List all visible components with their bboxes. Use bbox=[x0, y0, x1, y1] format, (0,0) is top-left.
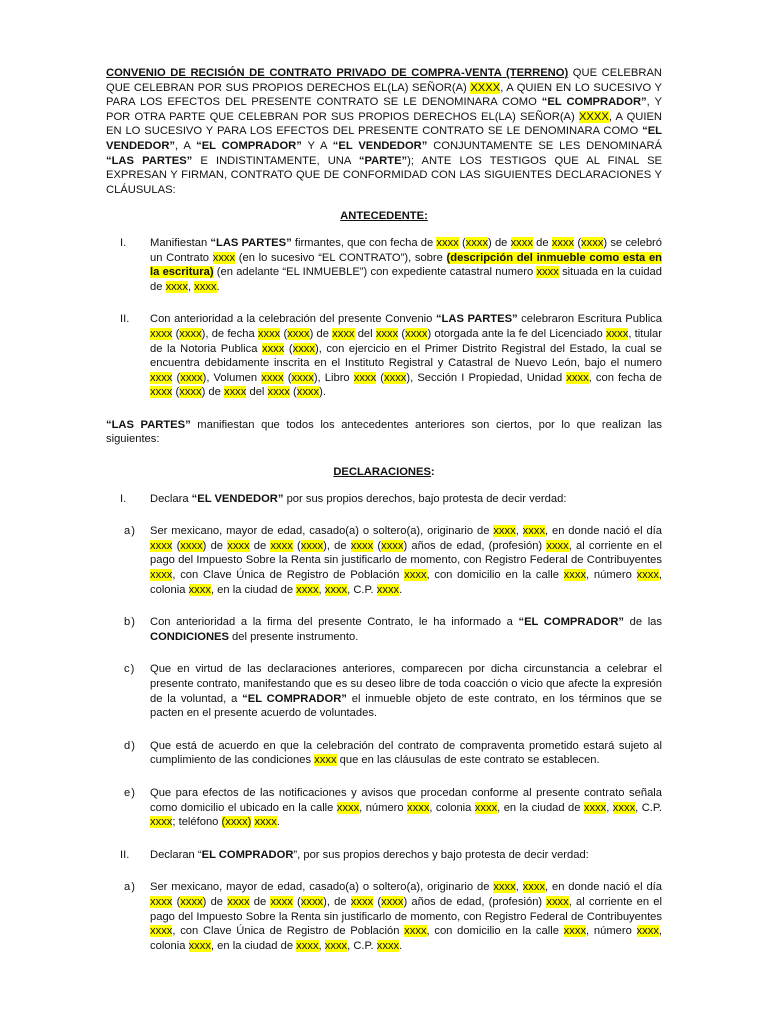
intro-text: QUE CELEBRAN QUE CELEBRAN POR SUS PROPIOS DERECHOS EL(LA) SEÑOR(A) bbox=[106, 67, 662, 94]
item-letter: e) bbox=[124, 786, 136, 799]
item-letter: a) bbox=[124, 881, 136, 894]
placeholder-highlight: xxxx bbox=[165, 280, 188, 293]
antecedente-item-2 bbox=[106, 312, 662, 400]
item-number: I. bbox=[120, 492, 127, 505]
text-run: Manifiestan bbox=[150, 236, 211, 249]
text-run: ) de bbox=[201, 386, 224, 399]
text-run: , en la ciudad de bbox=[210, 583, 297, 596]
placeholder-highlight: xxxx bbox=[180, 371, 203, 384]
placeholder-highlight: xxxx bbox=[563, 569, 587, 582]
text-run: ( bbox=[172, 386, 180, 399]
text-run: de bbox=[249, 539, 271, 552]
intro-text: CONJUNTAMENTE SE LES DENOMINARÁ bbox=[427, 139, 662, 152]
text-run: . bbox=[216, 280, 220, 293]
text-run: ( bbox=[280, 327, 288, 340]
placeholder-highlight: xxxx bbox=[324, 939, 348, 952]
text-run: , con fecha de bbox=[588, 371, 662, 384]
text-run: , C.P. bbox=[347, 583, 377, 596]
text-run: de bbox=[532, 236, 552, 249]
item-number: II. bbox=[120, 848, 130, 861]
item-number: II. bbox=[120, 313, 130, 326]
text-run: , número bbox=[359, 801, 408, 814]
placeholder-highlight: xxxx bbox=[188, 583, 211, 596]
placeholder-highlight: xxxx bbox=[324, 583, 348, 596]
placeholder-highlight: xxxx bbox=[546, 539, 569, 552]
placeholder-highlight: xxxx bbox=[261, 371, 284, 384]
text-run: , bbox=[318, 939, 325, 952]
text-run: ) de bbox=[488, 236, 511, 249]
placeholder-highlight: xxxx bbox=[465, 236, 489, 249]
declaracion-1-a bbox=[106, 524, 662, 597]
text-run: ) de bbox=[309, 327, 333, 340]
declaracion-1-e bbox=[106, 786, 662, 830]
placeholder-highlight: xxxx bbox=[493, 525, 516, 538]
text-run: , colonia bbox=[150, 569, 663, 596]
text-run: ( bbox=[284, 342, 293, 355]
placeholder-highlight: xxxx bbox=[605, 327, 629, 340]
declaracion-item-2 bbox=[106, 848, 662, 863]
text-run: , con domicilio en la calle bbox=[426, 569, 564, 582]
placeholder-highlight: xxxx bbox=[404, 925, 427, 938]
item-letter: d) bbox=[124, 739, 136, 752]
placeholder-highlight: xxxx bbox=[227, 539, 250, 552]
text-run: . bbox=[399, 939, 403, 952]
text-run: ), de bbox=[323, 895, 351, 908]
text-run: , al corriente en el pago del Impuesto Sobre la Renta sin justificarlo de momento, con Registro Federal de Contribuyentes bbox=[150, 895, 662, 923]
text-run: ( bbox=[574, 236, 582, 249]
declaracion-item-1 bbox=[106, 492, 662, 507]
placeholder-highlight: xxxx bbox=[404, 569, 427, 582]
placeholder-highlight: xxxx bbox=[292, 342, 315, 355]
placeholder-highlight: xxxx bbox=[563, 925, 587, 938]
text-run: ( bbox=[283, 371, 292, 384]
text-run: firmantes, que con fecha de bbox=[291, 236, 437, 249]
text-run: . bbox=[399, 583, 403, 596]
text-run: ”, por sus propios derechos y bajo protesta de decir verdad: bbox=[293, 848, 589, 861]
placeholder-highlight: xxxx bbox=[332, 327, 355, 340]
placeholder-highlight: xxxx bbox=[267, 386, 290, 399]
paragraph-spacer bbox=[106, 644, 662, 662]
text-run: , en donde nació el día bbox=[545, 525, 662, 538]
item-letter: b) bbox=[124, 616, 136, 629]
intro-text: Y A bbox=[301, 139, 333, 152]
placeholder-highlight: xxxx bbox=[296, 583, 319, 596]
antecedente-heading: ANTECEDENTE: bbox=[340, 210, 428, 223]
text-run: ( bbox=[458, 236, 466, 249]
text-run: , bbox=[515, 525, 523, 538]
placeholder-highlight: xxxx bbox=[536, 266, 559, 279]
placeholder-highlight: xxxx bbox=[522, 881, 546, 894]
text-run: celebraron Escritura Publica bbox=[517, 313, 662, 326]
item-letter: a) bbox=[124, 525, 136, 538]
text-run: ( bbox=[292, 895, 301, 908]
text-run: ( bbox=[172, 895, 181, 908]
text-run: “EL COMPRADOR” bbox=[242, 692, 347, 705]
placeholder-highlight: xxxx bbox=[407, 801, 430, 814]
placeholder-highlight: xxxx bbox=[270, 895, 293, 908]
placeholder-highlight: xxxx bbox=[551, 236, 575, 249]
placeholder-highlight: xxxx bbox=[194, 280, 217, 293]
text-run: , titular de la Notoria Publica bbox=[150, 327, 662, 355]
text-run: ). bbox=[319, 386, 326, 399]
placeholder-highlight: xxxx bbox=[296, 386, 320, 399]
placeholder-highlight: xxxx bbox=[375, 327, 399, 340]
item-text bbox=[150, 880, 662, 953]
text-run: situada en la cuidad de bbox=[150, 266, 662, 293]
text-run: “LAS PARTES” bbox=[435, 313, 518, 326]
text-run: del bbox=[354, 327, 376, 340]
text-run: , colonia bbox=[150, 925, 663, 952]
item-text bbox=[150, 524, 662, 597]
placeholder-highlight: xxxx bbox=[381, 539, 404, 552]
text-run: ( bbox=[373, 539, 382, 552]
placeholder-highlight: xxxx bbox=[436, 236, 459, 249]
paragraph-spacer bbox=[106, 830, 662, 848]
text-run: ), Sección I Propiedad, Unidad bbox=[406, 371, 567, 384]
paragraph-spacer bbox=[106, 294, 662, 312]
text-run: , colonia bbox=[429, 801, 475, 814]
paragraph-spacer bbox=[106, 721, 662, 739]
placeholder-highlight: xxxx bbox=[150, 371, 173, 384]
placeholder-highlight: xxxx bbox=[350, 539, 374, 552]
placeholder-highlight: xxxx bbox=[179, 386, 202, 399]
text-run: ) se celebró un Contrato bbox=[150, 236, 663, 264]
text-run: ), con ejercicio en el Primer Distrito Registral del Estado, la cual se encuentra debidamente inscrita en el Instituto Registral y Catastral de Nuevo León, bajo el numero bbox=[150, 342, 662, 370]
placeholder-highlight: xxxx bbox=[350, 895, 374, 908]
text-run: , bbox=[187, 280, 195, 293]
text-run: , bbox=[515, 881, 523, 894]
text-run: del presente instrumento. bbox=[228, 630, 359, 643]
placeholder-highlight: xxxx bbox=[636, 925, 659, 938]
item-text bbox=[150, 848, 662, 863]
placeholder-highlight: xxxx bbox=[510, 236, 533, 249]
party-comprador: “EL COMPRADOR” bbox=[196, 139, 302, 152]
placeholder-highlight: xxxx bbox=[566, 371, 589, 384]
declaracion-2-a bbox=[106, 880, 662, 953]
antecedente-item-1 bbox=[106, 236, 662, 294]
text-run: Que en virtud de las declaraciones anteriores, comparecen por dicha circunstancia a celebrar el presente contrato, manifestando que es su deseo libre de toda coacción o vicio que afecte la expresión de la voluntad, a bbox=[150, 663, 662, 705]
text-run: ) años de edad, (profesión) bbox=[403, 539, 547, 552]
item-text bbox=[150, 786, 662, 830]
text-run: “EL VENDEDOR” bbox=[191, 492, 284, 505]
text-run: , en la ciudad de bbox=[497, 801, 584, 814]
text-run: del bbox=[246, 386, 268, 399]
inmueble-description-highlight: (descripción del inmueble como esta en la escritura) bbox=[150, 251, 662, 279]
text-run: ), Libro bbox=[313, 371, 354, 384]
placeholder-highlight: xxxx bbox=[291, 371, 314, 384]
text-run: Declaran “ bbox=[150, 848, 202, 861]
placeholder-highlight: xxxx bbox=[150, 569, 173, 582]
party-vendedor: “EL VENDEDOR” bbox=[106, 125, 662, 152]
partes-manifiestan-paragraph bbox=[106, 418, 662, 447]
placeholder-highlight: xxxx bbox=[223, 386, 247, 399]
party-comprador: “EL COMPRADOR” bbox=[541, 96, 647, 109]
paragraph-spacer bbox=[106, 597, 662, 615]
paragraph-spacer bbox=[106, 224, 662, 236]
text-run: ( bbox=[172, 371, 181, 384]
text-run: ( bbox=[398, 327, 406, 340]
text-run: de las bbox=[624, 616, 662, 629]
placeholder-highlight: xxxx bbox=[254, 816, 277, 829]
item-text bbox=[150, 662, 662, 720]
placeholder-highlight: xxxx bbox=[257, 327, 281, 340]
intro-text: , Y POR OTRA PARTE QUE CELEBRAN POR SUS PROPIOS DERECHOS EL(LA) SEÑOR(A) bbox=[106, 96, 662, 123]
text-run: , con Clave Única de Registro de Población bbox=[172, 925, 405, 938]
text-run: ) otorgada ante la fe del Licenciado bbox=[427, 327, 606, 340]
text-run: , bbox=[606, 801, 613, 814]
declaracion-1-c bbox=[106, 662, 662, 720]
text-run: (en lo sucesivo “EL CONTRATO”), sobre bbox=[235, 251, 447, 264]
text-run: . bbox=[276, 816, 280, 829]
item-text bbox=[150, 312, 662, 400]
placeholder-highlight: xxxx bbox=[150, 386, 173, 399]
placeholder-highlight: xxxx bbox=[353, 371, 377, 384]
text-run: Que para efectos de las notificaciones y avisos que procedan conforme al presente contrato señala como domicilio el ubicado en la calle bbox=[150, 786, 662, 814]
text-run: EL COMPRADOR bbox=[201, 848, 294, 861]
placeholder-highlight: xxxx bbox=[179, 327, 202, 340]
text-run: ( bbox=[292, 539, 301, 552]
placeholder-highlight: xxxx bbox=[300, 895, 324, 908]
text-run: Ser mexicano, mayor de edad, casado(a) o soltero(a), originario de bbox=[150, 881, 494, 894]
text-run: ) de bbox=[202, 539, 228, 552]
placeholder-highlight: xxxx bbox=[188, 939, 211, 952]
item-letter: c) bbox=[124, 663, 136, 676]
placeholder-highlight: xxxx bbox=[212, 251, 236, 264]
placeholder-highlight: xxxx bbox=[227, 895, 250, 908]
text-run: ( bbox=[289, 386, 297, 399]
text-run: , C.P. bbox=[347, 939, 377, 952]
paragraph-spacer bbox=[106, 197, 662, 209]
placeholder-highlight: xxxx bbox=[300, 539, 324, 552]
placeholder-highlight: xxxx bbox=[384, 371, 407, 384]
placeholder-highlight: xxxx bbox=[150, 816, 173, 829]
text-run: Declara bbox=[150, 492, 192, 505]
text-run: (en adelante “EL INMUEBLE”) con expediente catastral numero bbox=[213, 266, 537, 279]
text-run: ) de bbox=[202, 895, 228, 908]
placeholder-highlight: XXXX bbox=[578, 110, 609, 123]
text-run: , al corriente en el pago del Impuesto Sobre la Renta sin justificarlo de momento, con Registro Federal de Contribuyentes bbox=[150, 539, 662, 567]
paragraph-spacer bbox=[106, 768, 662, 786]
text-run: de bbox=[249, 895, 271, 908]
party-parte: “PARTE” bbox=[358, 154, 408, 167]
item-text bbox=[150, 739, 662, 768]
placeholder-highlight: xxxx bbox=[287, 327, 310, 340]
text-run: , en la ciudad de bbox=[210, 939, 297, 952]
text-run: Ser mexicano, mayor de edad, casado(a) o soltero(a), originario de bbox=[150, 525, 494, 538]
paragraph-spacer bbox=[106, 862, 662, 880]
placeholder-highlight: (xxxx) bbox=[221, 816, 252, 829]
item-text bbox=[150, 492, 662, 507]
text-run: , número bbox=[586, 569, 637, 582]
placeholder-highlight: xxxx bbox=[336, 801, 360, 814]
text-run: “LAS PARTES” bbox=[106, 418, 191, 431]
placeholder-highlight: xxxx bbox=[150, 895, 173, 908]
text-run: CONDICIONES bbox=[150, 630, 229, 643]
paragraph-spacer bbox=[106, 480, 662, 492]
item-number: I. bbox=[120, 236, 127, 249]
text-run: Con anterioridad a la celebración del presente Convenio bbox=[150, 313, 436, 326]
placeholder-highlight: xxxx bbox=[546, 895, 569, 908]
text-run: , número bbox=[586, 925, 637, 938]
text-run: ( bbox=[373, 895, 382, 908]
text-run: por sus propios derechos, bajo protesta de decir verdad: bbox=[283, 492, 567, 505]
text-run: , con domicilio en la calle bbox=[426, 925, 564, 938]
text-run: ; teléfono bbox=[172, 816, 222, 829]
paragraph-spacer bbox=[106, 506, 662, 524]
placeholder-highlight: xxxx bbox=[180, 895, 203, 908]
placeholder-highlight: xxxx bbox=[522, 525, 546, 538]
text-run: manifiestan que todos los antecedentes anteriores son ciertos, por lo que realizan las siguientes: bbox=[106, 418, 662, 446]
text-run: ( bbox=[172, 327, 180, 340]
intro-text: ); ANTE LOS TESTIGOS QUE AL FINAL SE EXPRESAN Y FIRMAN, CONTRATO QUE DE CONFORMIDAD CON LAS SIGUIENTES DECLARACIONES Y CLÁUSULAS: bbox=[106, 154, 662, 196]
text-run: Con anterioridad a la firma del presente Contrato, le ha informado a bbox=[150, 616, 519, 629]
declaracion-1-d bbox=[106, 739, 662, 768]
text-run: “EL COMPRADOR” bbox=[518, 616, 624, 629]
intro-text: , A QUIEN EN LO SUCESIVO Y PARA LOS EFECTOS DEL PRESENTE CONTRATO SE LE DENOMINARA COMO bbox=[106, 81, 662, 109]
text-run: ), de bbox=[323, 539, 351, 552]
party-las-partes: “LAS PARTES” bbox=[106, 154, 193, 167]
intro-text: , A QUIEN EN LO SUCESIVO Y PARA LOS EFECTOS DEL PRESENTE CONTRATO SE LE DENOMINARA COMO bbox=[106, 110, 662, 138]
paragraph-spacer bbox=[106, 447, 662, 465]
text-run: ) años de edad, (profesión) bbox=[403, 895, 547, 908]
text-run: , bbox=[318, 583, 325, 596]
contract-title: CONVENIO DE RECISIÓN DE CONTRATO PRIVADO DE COMPRA-VENTA (TERRENO) bbox=[106, 67, 569, 79]
placeholder-highlight: xxxx bbox=[261, 342, 285, 355]
text-run: ( bbox=[376, 371, 385, 384]
placeholder-highlight: xxxx bbox=[583, 801, 607, 814]
text-run: “LAS PARTES” bbox=[210, 236, 292, 249]
declaraciones-heading bbox=[106, 465, 662, 480]
item-text bbox=[150, 236, 662, 294]
text-run: ), Volumen bbox=[202, 371, 262, 384]
item-text bbox=[150, 615, 662, 644]
placeholder-highlight: xxxx bbox=[636, 569, 659, 582]
placeholder-highlight: xxxx bbox=[381, 895, 404, 908]
text-run: Que está de acuerdo en que la celebración del contrato de compraventa prometido estará sujeto al cumplimiento de las condiciones bbox=[150, 739, 662, 767]
placeholder-highlight: xxxx bbox=[612, 801, 636, 814]
text-run: que en las cláusulas de este contrato se establecen. bbox=[336, 754, 600, 767]
placeholder-highlight: xxxx bbox=[376, 939, 400, 952]
placeholder-highlight: xxxx bbox=[493, 881, 516, 894]
placeholder-highlight: xxxx bbox=[376, 583, 400, 596]
text-run: DECLARACIONES bbox=[333, 466, 431, 479]
intro-text: , A bbox=[175, 139, 197, 152]
text-run: ), de fecha bbox=[201, 327, 258, 340]
party-vendedor: “EL VENDEDOR” bbox=[332, 139, 428, 152]
paragraph-spacer bbox=[106, 400, 662, 418]
intro-paragraph bbox=[106, 66, 662, 197]
text-run: ( bbox=[172, 539, 181, 552]
text-run: el inmueble objeto de este contrato, en los términos que se pacten en el presente acuerdo de voluntades. bbox=[150, 692, 662, 720]
text-run: , en donde nació el día bbox=[545, 881, 662, 894]
placeholder-highlight: xxxx bbox=[314, 754, 337, 767]
placeholder-highlight: xxxx bbox=[150, 925, 173, 938]
intro-text: E INDISTINTAMENTE, UNA bbox=[192, 154, 359, 167]
placeholder-highlight: xxxx bbox=[270, 539, 293, 552]
placeholder-highlight: xxxx bbox=[405, 327, 428, 340]
declaracion-1-b bbox=[106, 615, 662, 644]
text-run: , C.P. bbox=[635, 801, 663, 814]
placeholder-highlight: xxxx bbox=[150, 327, 173, 340]
placeholder-highlight: xxxx bbox=[296, 939, 319, 952]
text-run: : bbox=[430, 466, 435, 479]
placeholder-highlight: xxxx bbox=[581, 236, 604, 249]
placeholder-highlight: xxxx bbox=[474, 801, 498, 814]
text-run: , con Clave Única de Registro de Población bbox=[172, 569, 405, 582]
placeholder-highlight: XXXX bbox=[470, 81, 501, 94]
document-page bbox=[106, 66, 662, 953]
placeholder-highlight: xxxx bbox=[180, 539, 203, 552]
placeholder-highlight: xxxx bbox=[150, 539, 173, 552]
